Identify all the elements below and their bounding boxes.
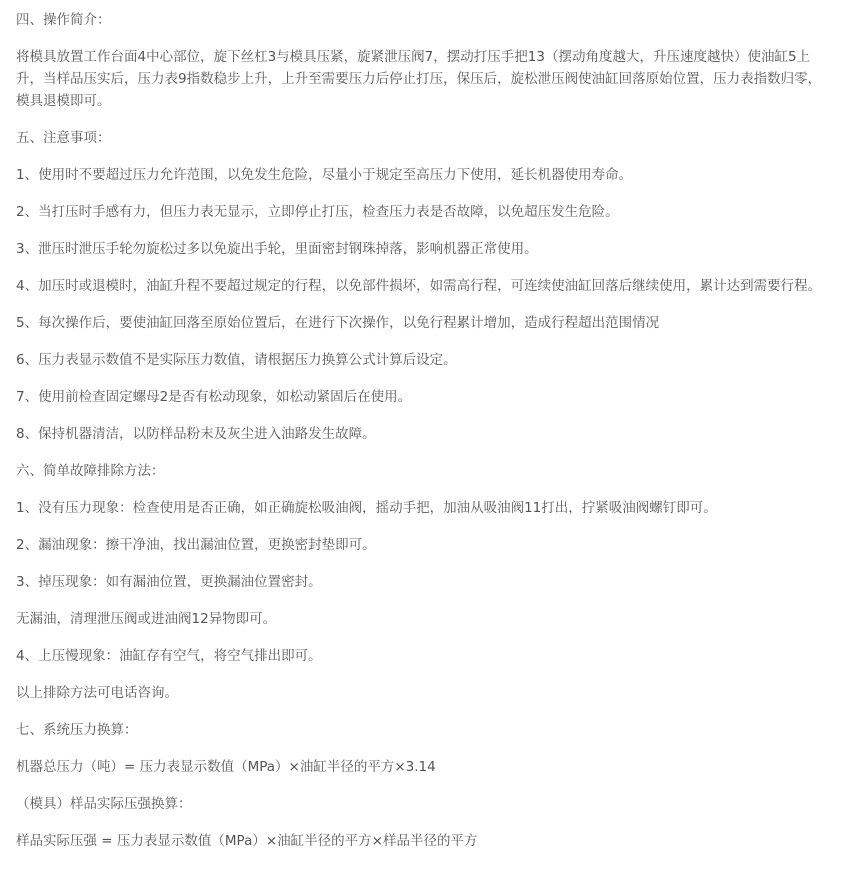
section-heading-operation: 四、操作简介： xyxy=(16,12,111,28)
precaution-item-1: 1、使用时不要超过压力允许范围，以免发生危险，尽量小于规定至高压力下使用，延长机器使用寿命。 xyxy=(16,167,633,183)
operation-paragraph: 将模具放置工作台面4中心部位，旋下丝杠3与模具压紧，旋紧泄压阀7，摆动打压手把13（摆动角度越大，升压速度越快）使油缸5上升，当样品压实后，压力表9指数稳步上升，上升至需要压力后停止打压，保压后，旋松泄压阀使油缸回落原始位置，压力表指数归零，模具退模即可。 xyxy=(16,49,822,109)
precaution-item-5: 5、每次操作后，要使油缸回落至原始位置后，在进行下次操作，以免行程累计增加，造成行程超出范围情况 xyxy=(16,315,660,331)
troubleshoot-item-3: 3、掉压现象：如有漏油位置，更换漏油位置密封。 xyxy=(16,574,322,590)
formula-sample-heading: （模具）样品实际压强换算： xyxy=(16,796,192,812)
section-heading-precautions: 五、注意事项： xyxy=(16,130,111,146)
troubleshoot-item-2: 2、漏油现象：擦干净油，找出漏油位置，更换密封垫即可。 xyxy=(16,537,376,553)
troubleshoot-contact: 以上排除方法可电话咨询。 xyxy=(16,685,178,701)
precaution-item-8: 8、保持机器清洁，以防样品粉末及灰尘进入油路发生故障。 xyxy=(16,426,376,442)
troubleshoot-item-4: 4、上压慢现象：油缸存有空气，将空气排出即可。 xyxy=(16,648,322,664)
troubleshoot-note: 无漏油，清理泄压阀或进油阀12异物即可。 xyxy=(16,611,277,627)
formula-sample-pressure: 样品实际压强 = 压力表显示数值（MPa）×油缸半径的平方×样品半径的平方 xyxy=(16,833,478,849)
troubleshoot-item-1: 1、没有压力现象：检查使用是否正确，如正确旋松吸油阀，摇动手把，加油从吸油阀11打出，拧紧吸油阀螺钉即可。 xyxy=(16,500,717,516)
precaution-item-4: 4、加压时或退模时，油缸升程不要超过规定的行程，以免部件损坏，如需高行程，可连续使油缸回落后继续使用，累计达到需要行程。 xyxy=(16,278,822,294)
formula-total-pressure: 机器总压力（吨）= 压力表显示数值（MPa）×油缸半径的平方×3.14 xyxy=(16,759,436,775)
precaution-item-7: 7、使用前检查固定螺母2是否有松动现象，如松动紧固后在使用。 xyxy=(16,389,412,405)
precaution-item-2: 2、当打压时手感有力，但压力表无显示，立即停止打压，检查压力表是否故障，以免超压发生危险。 xyxy=(16,204,619,220)
section-heading-pressure-conversion: 七、系统压力换算： xyxy=(16,722,138,738)
section-heading-troubleshooting: 六、简单故障排除方法： xyxy=(16,463,165,479)
precaution-item-3: 3、泄压时泄压手轮勿旋松过多以免旋出手轮，里面密封钢珠掉落，影响机器正常使用。 xyxy=(16,241,538,257)
precaution-item-6: 6、压力表显示数值不是实际压力数值，请根据压力换算公式计算后设定。 xyxy=(16,352,457,368)
